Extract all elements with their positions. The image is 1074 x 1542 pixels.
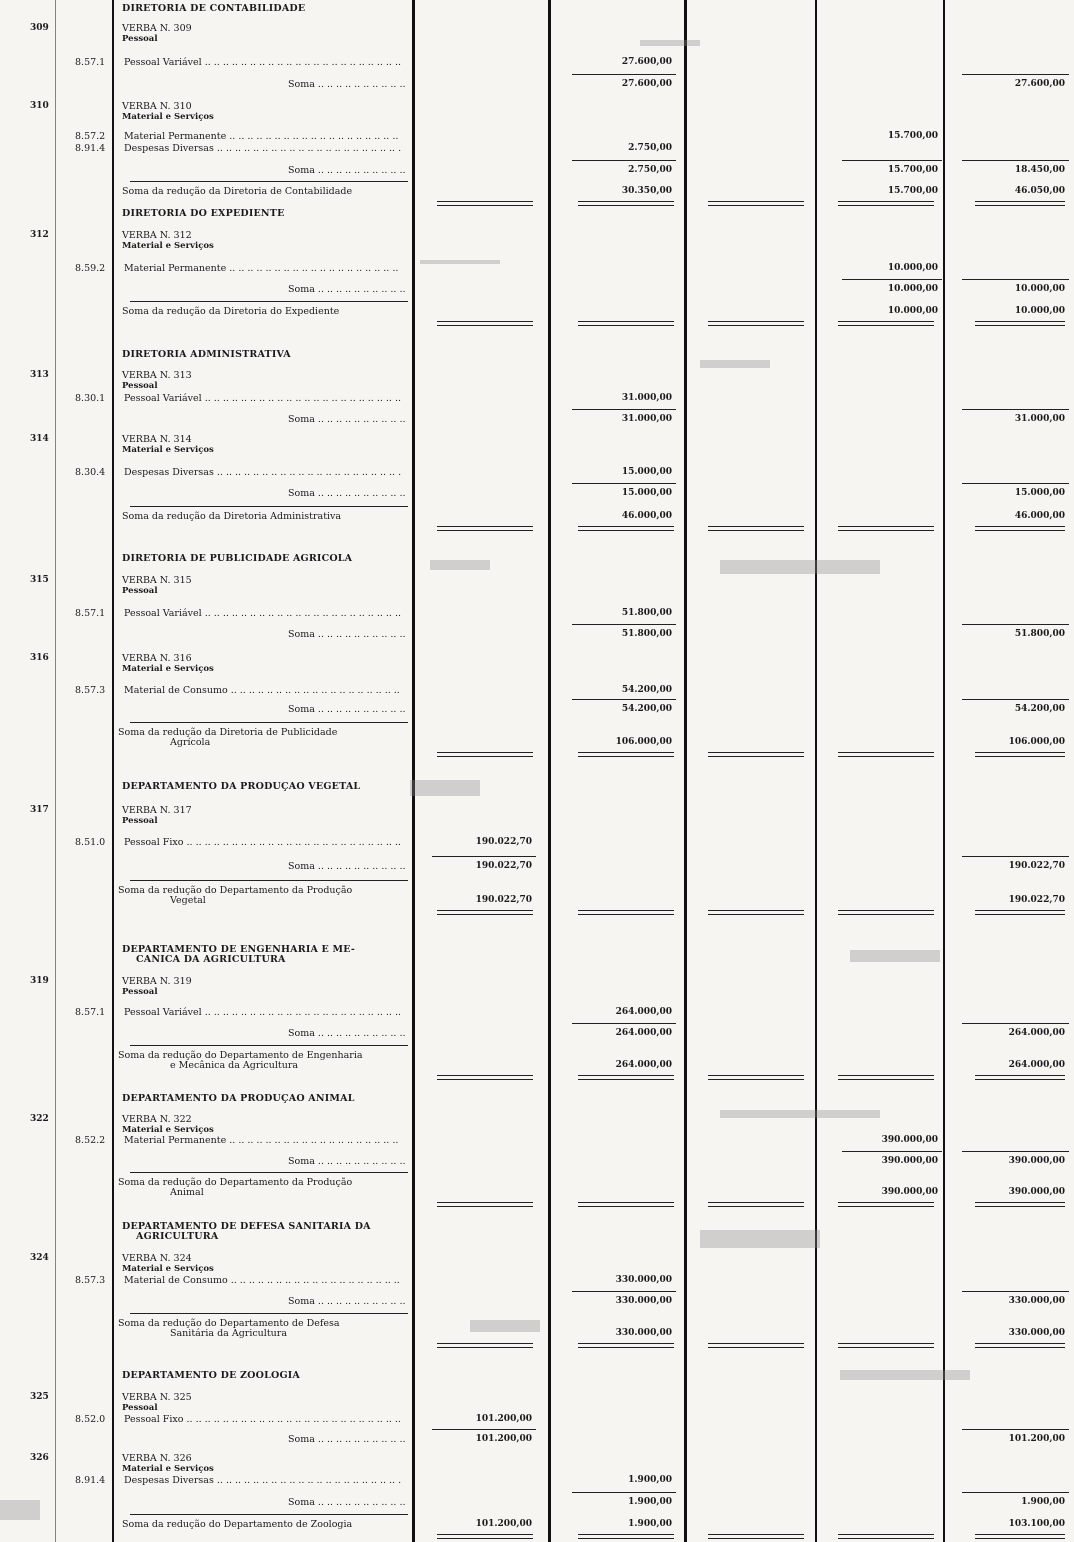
amount-c5: 190.022,70 — [1008, 861, 1065, 871]
amount-c5: 46.050,00 — [1014, 186, 1065, 196]
amount-c2: 31.000,00 — [621, 414, 672, 424]
verba-category: Pessoal — [122, 987, 158, 997]
rule-line — [962, 624, 1069, 625]
column-rule — [112, 0, 114, 1542]
verba-number: 324 — [30, 1253, 49, 1263]
amount-c2: 30.350,00 — [621, 186, 672, 196]
amount-c1: 190.022,70 — [475, 837, 532, 847]
rule-line — [975, 1202, 1065, 1207]
soma-label: Soma .. .. — [288, 1295, 408, 1308]
column-rule — [684, 0, 687, 1542]
rule-line — [578, 1075, 674, 1080]
item-code: 8.30.1 — [75, 393, 106, 404]
verba-title: VERBA N. 324 — [122, 1253, 192, 1264]
amount-c5: 264.000,00 — [1008, 1028, 1065, 1038]
amount-c5: 264.000,00 — [1008, 1060, 1065, 1070]
section-heading: DIRETORIA ADMINISTRATIVA — [122, 349, 291, 360]
rule-line — [708, 752, 804, 757]
rule-line — [130, 722, 408, 723]
soma-label: Soma .. .. — [288, 164, 408, 177]
verba-number: 309 — [30, 23, 49, 33]
rule-line — [432, 1429, 536, 1430]
rule-line — [708, 910, 804, 915]
rule-line — [130, 506, 408, 507]
soma-label: Soma .. .. — [288, 703, 408, 716]
rule-line — [838, 526, 934, 531]
total-label-cont: Vegetal — [170, 895, 206, 906]
verba-category: Material e Serviços — [122, 1264, 214, 1274]
amount-c5: 15.000,00 — [1014, 488, 1065, 498]
amount-c2: 1.900,00 — [628, 1497, 672, 1507]
item-code: 8.52.2 — [75, 1135, 106, 1146]
amount-c5: 106.000,00 — [1008, 737, 1065, 747]
verba-number: 316 — [30, 653, 49, 663]
item-description: Material Permanente .. .. — [124, 1134, 402, 1147]
total-label: Soma da redução da Diretoria de Contabilidade — [122, 186, 353, 197]
section-heading: DEPARTAMENTO DE DEFESA SANITARIA DA — [122, 1221, 371, 1232]
item-code: 8.30.4 — [75, 467, 106, 478]
rule-line — [572, 624, 676, 625]
amount-c2: 51.800,00 — [621, 608, 672, 618]
rule-line — [838, 910, 934, 915]
verba-category: Pessoal — [122, 816, 158, 826]
item-description: Despesas Diversas .. .. — [124, 142, 402, 155]
rule-line — [130, 301, 408, 302]
verba-number: 326 — [30, 1453, 49, 1463]
rule-line — [975, 752, 1065, 757]
rule-line — [130, 181, 408, 182]
soma-label: Soma .. .. — [288, 1027, 408, 1040]
rule-line — [572, 160, 676, 161]
total-label: Soma da redução do Departamento da Produção — [118, 885, 353, 896]
total-label-cont: Agrícola — [170, 737, 211, 748]
item-description: Pessoal Variável .. .. — [124, 392, 402, 405]
rule-line — [962, 409, 1069, 410]
verba-category: Material e Serviços — [122, 664, 214, 674]
verba-title: VERBA N. 319 — [122, 976, 192, 987]
verba-number: 315 — [30, 575, 49, 585]
amount-c4: 390.000,00 — [881, 1135, 938, 1145]
column-rule — [55, 0, 56, 1542]
rule-line — [437, 1534, 533, 1539]
amount-c2: 46.000,00 — [621, 511, 672, 521]
section-heading: DIRETORIA DE PUBLICIDADE AGRICOLA — [122, 553, 353, 564]
amount-c1: 101.200,00 — [475, 1434, 532, 1444]
item-code: 8.52.0 — [75, 1414, 106, 1425]
scan-noise — [840, 1370, 970, 1380]
verba-number: 325 — [30, 1392, 49, 1402]
rule-line — [962, 1291, 1069, 1292]
amount-c5: 27.600,00 — [1014, 79, 1065, 89]
rule-line — [130, 880, 408, 881]
rule-line — [708, 321, 804, 326]
amount-c4: 10.000,00 — [887, 263, 938, 273]
scan-noise — [640, 40, 700, 46]
total-label-cont: Animal — [170, 1187, 204, 1198]
rule-line — [975, 1534, 1065, 1539]
total-label-cont: e Mecânica da Agricultura — [170, 1060, 299, 1071]
scan-noise — [720, 1110, 880, 1118]
verba-number: 313 — [30, 370, 49, 380]
rule-line — [962, 74, 1069, 75]
scan-noise — [0, 1500, 40, 1520]
section-heading-cont: AGRICULTURA — [136, 1231, 219, 1242]
amount-c2: 264.000,00 — [615, 1060, 672, 1070]
item-code: 8.57.2 — [75, 131, 106, 142]
amount-c5: 103.100,00 — [1008, 1519, 1065, 1529]
total-label: Soma da redução da Diretoria Administrativa — [122, 511, 342, 522]
rule-line — [572, 409, 676, 410]
amount-c1: 190.022,70 — [475, 895, 532, 905]
amount-c5: 330.000,00 — [1008, 1328, 1065, 1338]
rule-line — [962, 1023, 1069, 1024]
rule-line — [975, 1343, 1065, 1348]
section-heading-cont: CANICA DA AGRICULTURA — [136, 954, 286, 965]
item-code: 8.57.1 — [75, 57, 106, 68]
rule-line — [708, 1075, 804, 1080]
verba-title: VERBA N. 322 — [122, 1114, 192, 1125]
amount-c5: 46.000,00 — [1014, 511, 1065, 521]
rule-line — [437, 910, 533, 915]
soma-label: Soma .. .. — [288, 628, 408, 641]
rule-line — [842, 1151, 942, 1152]
item-description: Pessoal Fixo .. .. — [124, 1413, 402, 1426]
amount-c2: 51.800,00 — [621, 629, 672, 639]
rule-line — [437, 752, 533, 757]
amount-c5: 330.000,00 — [1008, 1296, 1065, 1306]
rule-line — [578, 201, 674, 206]
item-code: 8.57.1 — [75, 1007, 106, 1018]
item-description: Material de Consumo .. .. — [124, 684, 402, 697]
verba-title: VERBA N. 325 — [122, 1392, 192, 1403]
item-code: 8.59.2 — [75, 263, 106, 274]
item-code: 8.91.4 — [75, 1475, 106, 1486]
verba-number: 322 — [30, 1114, 49, 1124]
column-rule — [943, 0, 945, 1542]
amount-c5: 390.000,00 — [1008, 1156, 1065, 1166]
rule-line — [838, 1075, 934, 1080]
amount-c5: 1.900,00 — [1021, 1497, 1065, 1507]
item-description: Pessoal Variável .. .. — [124, 607, 402, 620]
amount-c2: 2.750,00 — [628, 143, 672, 153]
item-code: 8.57.3 — [75, 1275, 106, 1286]
amount-c2: 1.900,00 — [628, 1475, 672, 1485]
rule-line — [962, 1492, 1069, 1493]
rule-line — [962, 699, 1069, 700]
rule-line — [842, 279, 942, 280]
amount-c4: 10.000,00 — [887, 306, 938, 316]
amount-c5: 390.000,00 — [1008, 1187, 1065, 1197]
amount-c2: 54.200,00 — [621, 704, 672, 714]
scan-noise — [720, 560, 880, 574]
scan-noise — [420, 260, 500, 264]
scan-noise — [700, 360, 770, 368]
verba-number: 314 — [30, 434, 49, 444]
verba-category: Material e Serviços — [122, 112, 214, 122]
amount-c4: 15.700,00 — [887, 165, 938, 175]
item-description: Material Permanente .. .. — [124, 130, 402, 143]
verba-category: Pessoal — [122, 34, 158, 44]
rule-line — [572, 1291, 676, 1292]
item-code: 8.51.0 — [75, 837, 106, 848]
amount-c2: 15.000,00 — [621, 467, 672, 477]
scan-noise — [470, 1320, 540, 1332]
rule-line — [962, 483, 1069, 484]
rule-line — [975, 321, 1065, 326]
scan-noise — [410, 780, 480, 796]
verba-title: VERBA N. 316 — [122, 653, 192, 664]
rule-line — [962, 279, 1069, 280]
rule-line — [578, 1534, 674, 1539]
column-rule — [815, 0, 817, 1542]
verba-title: VERBA N. 313 — [122, 370, 192, 381]
amount-c2: 330.000,00 — [615, 1328, 672, 1338]
total-label: Soma da redução do Departamento de Zoologia — [122, 1519, 353, 1530]
item-description: Pessoal Fixo .. .. — [124, 836, 402, 849]
amount-c4: 390.000,00 — [881, 1187, 938, 1197]
amount-c2: 330.000,00 — [615, 1275, 672, 1285]
rule-line — [578, 1202, 674, 1207]
verba-title: VERBA N. 312 — [122, 230, 192, 241]
verba-category: Pessoal — [122, 381, 158, 391]
rule-line — [130, 1045, 408, 1046]
column-rule — [412, 0, 415, 1542]
verba-number: 312 — [30, 230, 49, 240]
column-rule — [548, 0, 551, 1542]
rule-line — [838, 752, 934, 757]
amount-c5: 10.000,00 — [1014, 284, 1065, 294]
verba-title: VERBA N. 326 — [122, 1453, 192, 1464]
amount-c2: 15.000,00 — [621, 488, 672, 498]
rule-line — [708, 1534, 804, 1539]
amount-c2: 27.600,00 — [621, 57, 672, 67]
rule-line — [975, 910, 1065, 915]
amount-c5: 18.450,00 — [1014, 165, 1065, 175]
scan-noise — [700, 1230, 820, 1248]
amount-c5: 190.022,70 — [1008, 895, 1065, 905]
item-code: 8.91.4 — [75, 143, 106, 154]
soma-label: Soma .. .. — [288, 413, 408, 426]
soma-label: Soma .. .. — [288, 1155, 408, 1168]
amount-c2: 264.000,00 — [615, 1007, 672, 1017]
rule-line — [572, 1492, 676, 1493]
rule-line — [962, 1429, 1069, 1430]
amount-c4: 390.000,00 — [881, 1156, 938, 1166]
verba-title: VERBA N. 314 — [122, 434, 192, 445]
rule-line — [572, 1023, 676, 1024]
verba-category: Pessoal — [122, 586, 158, 596]
rule-line — [130, 1172, 408, 1173]
soma-label: Soma .. .. — [288, 283, 408, 296]
amount-c4: 15.700,00 — [887, 131, 938, 141]
item-code: 8.57.1 — [75, 608, 106, 619]
rule-line — [437, 201, 533, 206]
section-heading: DEPARTAMENTO DA PRODUÇAO ANIMAL — [122, 1093, 355, 1104]
amount-c2: 264.000,00 — [615, 1028, 672, 1038]
verba-number: 319 — [30, 976, 49, 986]
amount-c2: 31.000,00 — [621, 393, 672, 403]
item-description: Material de Consumo .. .. — [124, 1274, 402, 1287]
verba-category: Material e Serviços — [122, 1125, 214, 1135]
amount-c5: 54.200,00 — [1014, 704, 1065, 714]
amount-c2: 2.750,00 — [628, 165, 672, 175]
rule-line — [437, 321, 533, 326]
rule-line — [572, 699, 676, 700]
total-label: Soma da redução da Diretoria de Publicidade — [118, 727, 338, 738]
rule-line — [578, 910, 674, 915]
section-heading: DIRETORIA DO EXPEDIENTE — [122, 208, 285, 219]
rule-line — [130, 1313, 408, 1314]
rule-line — [708, 1202, 804, 1207]
amount-c2: 54.200,00 — [621, 685, 672, 695]
soma-label: Soma .. .. — [288, 860, 408, 873]
rule-line — [962, 160, 1069, 161]
total-label-cont: Sanitária da Agricultura — [170, 1328, 287, 1339]
total-label: Soma da redução do Departamento de Engenharia — [118, 1050, 363, 1061]
scan-noise — [430, 560, 490, 570]
total-label: Soma da redução da Diretoria do Expediente — [122, 306, 340, 317]
rule-line — [842, 160, 942, 161]
item-description: Material Permanente .. .. — [124, 262, 402, 275]
soma-label: Soma .. .. — [288, 1496, 408, 1509]
rule-line — [437, 526, 533, 531]
section-heading: DEPARTAMENTO DA PRODUÇAO VEGETAL — [122, 781, 361, 792]
rule-line — [838, 1343, 934, 1348]
amount-c1: 190.022,70 — [475, 861, 532, 871]
rule-line — [838, 321, 934, 326]
rule-line — [975, 201, 1065, 206]
amount-c5: 10.000,00 — [1014, 306, 1065, 316]
amount-c2: 27.600,00 — [621, 79, 672, 89]
amount-c5: 51.800,00 — [1014, 629, 1065, 639]
rule-line — [572, 483, 676, 484]
amount-c1: 101.200,00 — [475, 1414, 532, 1424]
amount-c4: 10.000,00 — [887, 284, 938, 294]
total-label: Soma da redução do Departamento da Produção — [118, 1177, 353, 1188]
rule-line — [975, 1075, 1065, 1080]
section-heading: DIRETORIA DE CONTABILIDADE — [122, 3, 306, 14]
rule-line — [437, 1343, 533, 1348]
total-label: Soma da redução do Departamento de Defesa — [118, 1318, 340, 1329]
verba-category: Material e Serviços — [122, 1464, 214, 1474]
verba-title: VERBA N. 317 — [122, 805, 192, 816]
rule-line — [838, 201, 934, 206]
rule-line — [962, 1151, 1069, 1152]
rule-line — [437, 1075, 533, 1080]
item-description: Despesas Diversas .. .. — [124, 1474, 402, 1487]
rule-line — [578, 526, 674, 531]
rule-line — [432, 856, 536, 857]
item-description: Despesas Diversas .. .. — [124, 466, 402, 479]
amount-c2: 106.000,00 — [615, 737, 672, 747]
section-heading: DEPARTAMENTO DE ZOOLOGIA — [122, 1370, 300, 1381]
rule-line — [578, 321, 674, 326]
verba-number: 310 — [30, 101, 49, 111]
item-code: 8.57.3 — [75, 685, 106, 696]
item-description: Pessoal Variável .. .. — [124, 1006, 402, 1019]
verba-title: VERBA N. 309 — [122, 23, 192, 34]
rule-line — [838, 1202, 934, 1207]
rule-line — [572, 74, 676, 75]
amount-c5: 101.200,00 — [1008, 1434, 1065, 1444]
soma-label: Soma .. .. — [288, 487, 408, 500]
rule-line — [708, 201, 804, 206]
amount-c4: 15.700,00 — [887, 186, 938, 196]
scan-noise — [850, 950, 940, 962]
rule-line — [578, 752, 674, 757]
rule-line — [838, 1534, 934, 1539]
rule-line — [708, 526, 804, 531]
soma-label: Soma .. .. — [288, 1433, 408, 1446]
rule-line — [975, 526, 1065, 531]
amount-c1: 101.200,00 — [475, 1519, 532, 1529]
verba-title: VERBA N. 315 — [122, 575, 192, 586]
amount-c2: 330.000,00 — [615, 1296, 672, 1306]
rule-line — [130, 1514, 408, 1515]
item-description: Pessoal Variável .. .. — [124, 56, 402, 69]
rule-line — [437, 1202, 533, 1207]
verba-number: 317 — [30, 805, 49, 815]
verba-title: VERBA N. 310 — [122, 101, 192, 112]
verba-category: Material e Serviços — [122, 241, 214, 251]
rule-line — [708, 1343, 804, 1348]
verba-category: Pessoal — [122, 1403, 158, 1413]
amount-c5: 31.000,00 — [1014, 414, 1065, 424]
rule-line — [578, 1343, 674, 1348]
soma-label: Soma .. .. — [288, 78, 408, 91]
section-heading: DEPARTAMENTO DE ENGENHARIA E ME- — [122, 944, 355, 955]
rule-line — [962, 856, 1069, 857]
amount-c2: 1.900,00 — [628, 1519, 672, 1529]
verba-category: Material e Serviços — [122, 445, 214, 455]
